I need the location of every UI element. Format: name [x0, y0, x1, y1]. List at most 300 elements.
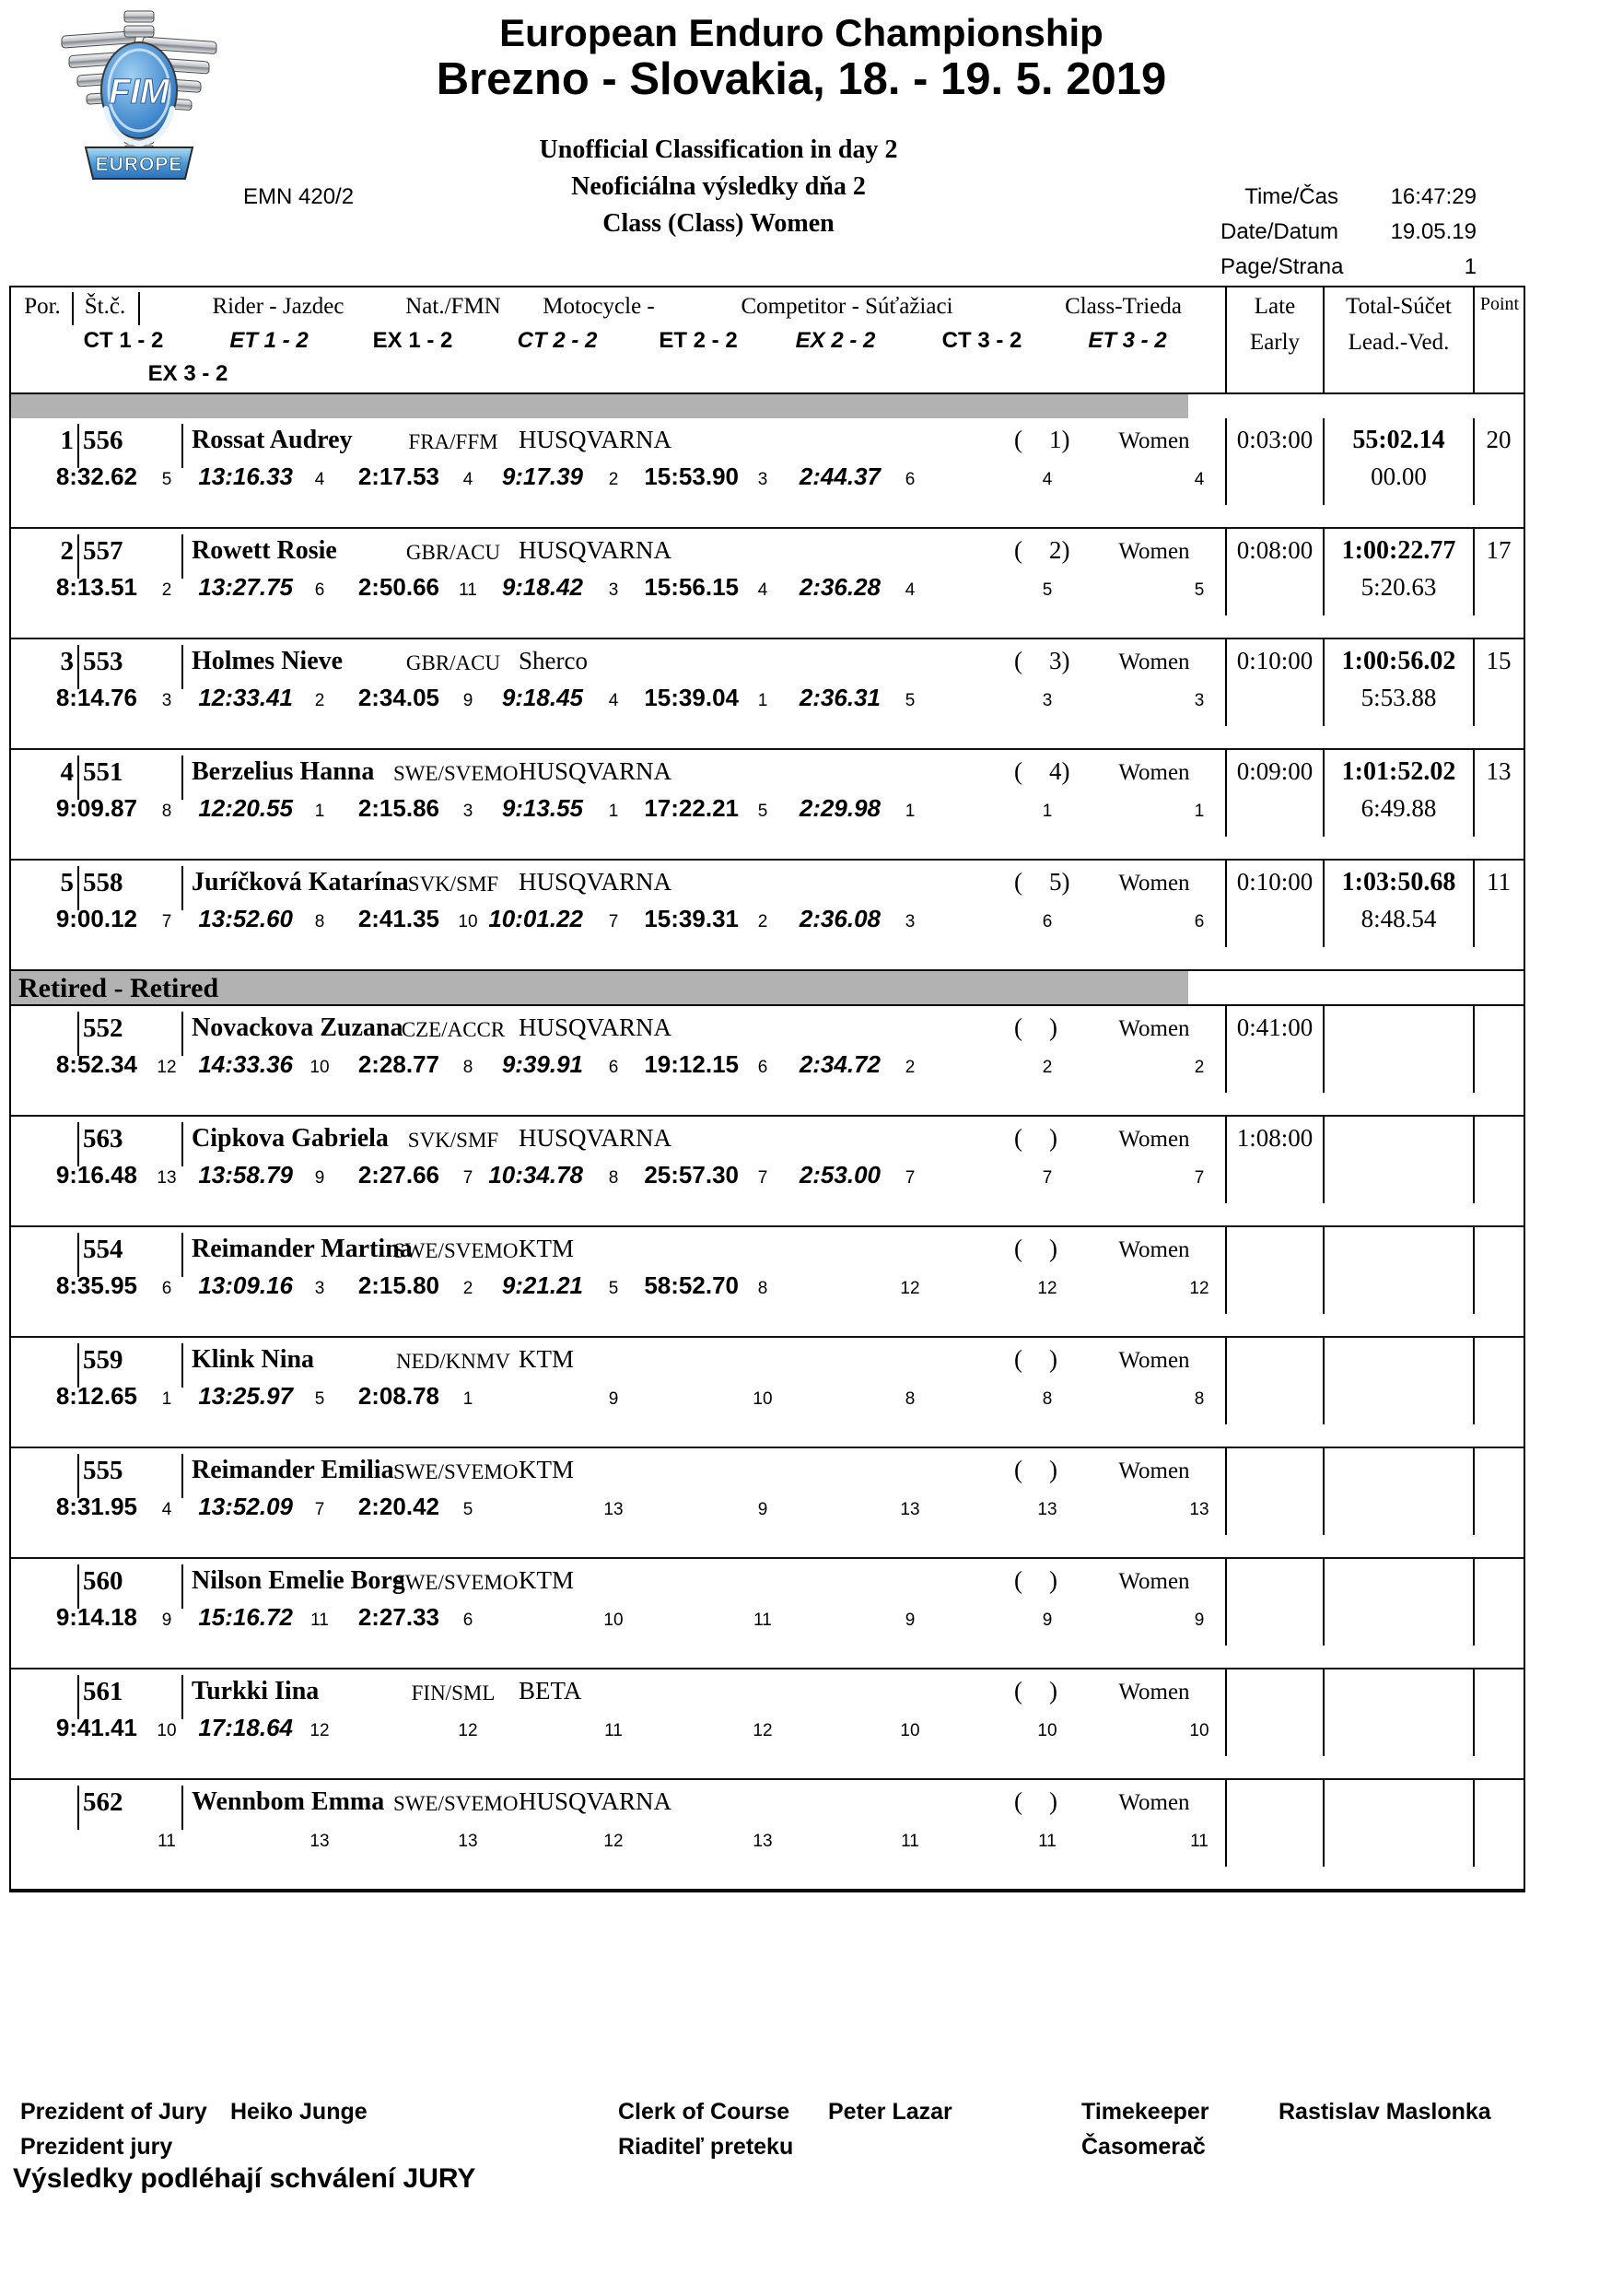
competitor-paren-open: (	[1014, 1013, 1022, 1041]
competitor-rank: )	[1049, 1345, 1057, 1373]
start-number: 561	[83, 1677, 123, 1706]
cell-divider	[77, 1675, 79, 1719]
test-time-ct2: 10:01.22	[488, 905, 583, 932]
retired-row	[11, 1006, 1524, 1117]
event-location-date: Brezno - Slovakia, 18. - 19. 5. 2019	[436, 54, 1167, 104]
col-test-ct3: CT 3 - 2	[941, 328, 1022, 353]
test-rank-ex1: 11	[459, 580, 477, 600]
competitor-paren-open: (	[1014, 1677, 1022, 1704]
class-name: Women	[1118, 1127, 1190, 1152]
result-row	[11, 861, 1524, 971]
test-rank-et2: 6	[757, 1058, 768, 1077]
test-time-ct1: 9:41.41	[55, 1714, 137, 1741]
column-divider	[1323, 1006, 1325, 1093]
test-time-ct1: 8:35.95	[55, 1271, 137, 1299]
rider-name: Klink Nina	[192, 1345, 315, 1374]
test-time-et1: 13:52.60	[198, 905, 293, 932]
test-rank-et2: 8	[757, 1279, 768, 1298]
results-table	[9, 286, 1525, 1892]
start-number: 559	[83, 1345, 123, 1375]
col-nation: Nat./FMN	[405, 294, 501, 319]
test-rank-ct1: 3	[161, 691, 172, 710]
cell-divider	[77, 424, 79, 468]
points-value: 13	[1486, 757, 1512, 785]
test-rank-et1: 3	[314, 1279, 325, 1298]
test-rank-et1: 6	[314, 580, 325, 600]
test-rank-ex2: 3	[905, 912, 916, 931]
role-timekeeper-sk: Časomerač	[1081, 2134, 1206, 2160]
nation-federation: SWE/SVEMO	[393, 762, 519, 785]
test-rank-ct2: 3	[608, 580, 619, 600]
competitor-rank: )	[1049, 1677, 1057, 1704]
col-test-ex3: EX 3 - 2	[147, 361, 228, 386]
total-time: 55:02.14	[1352, 426, 1445, 454]
test-rank-ct2: 12	[603, 1832, 624, 1851]
motorcycle-brand: KTM	[519, 1566, 574, 1594]
col-test-et1: ET 1 - 2	[229, 328, 309, 353]
start-number: 562	[83, 1787, 123, 1817]
column-divider	[1225, 1227, 1227, 1314]
column-divider	[1323, 1559, 1325, 1646]
test-rank-ct3: 6	[1042, 912, 1053, 931]
class-name: Women	[1118, 1348, 1190, 1373]
nation-federation: SWE/SVEMO	[393, 1792, 519, 1815]
test-rank-ct2: 5	[608, 1279, 619, 1298]
cell-divider	[77, 534, 79, 579]
start-number: 553	[83, 647, 123, 676]
test-time-ct2: 9:17.39	[501, 463, 583, 490]
total-time: 1:00:56.02	[1341, 647, 1456, 675]
cell-divider	[77, 1122, 79, 1166]
role-timekeeper-en: Timekeeper	[1081, 2099, 1209, 2125]
column-divider	[1225, 287, 1227, 392]
column-divider	[1473, 1227, 1475, 1314]
test-time-ct2: 9:18.42	[501, 573, 583, 601]
cell-divider	[77, 756, 79, 800]
test-time-et1: 12:20.55	[198, 794, 293, 822]
classification-class: Class (Class) Women	[602, 209, 835, 238]
header-divider	[138, 292, 140, 325]
cell-divider	[181, 424, 183, 468]
nation-federation: SVK/SMF	[407, 873, 499, 896]
column-divider	[1473, 1559, 1475, 1646]
test-rank-ct1: 6	[161, 1279, 172, 1298]
column-divider	[1473, 1338, 1475, 1424]
test-rank-et3: 10	[1189, 1721, 1209, 1740]
col-test-ex2: EX 2 - 2	[795, 328, 876, 353]
test-rank-ct1: 5	[161, 470, 172, 489]
motorcycle-brand: HUSQVARNA	[519, 868, 672, 896]
competitor-rank: 5)	[1049, 868, 1070, 896]
competitor-rank: )	[1049, 1787, 1057, 1815]
column-divider	[1225, 1338, 1227, 1424]
test-rank-ex1: 7	[462, 1168, 473, 1188]
col-test-ct1: CT 1 - 2	[83, 328, 164, 353]
late-early-value: 0:10:00	[1236, 647, 1314, 674]
column-divider	[1473, 1006, 1475, 1093]
test-time-ex1: 2:27.66	[357, 1161, 439, 1189]
president-name: Heiko Junge	[230, 2099, 368, 2125]
test-rank-et1: 2	[314, 691, 325, 710]
test-rank-ct2: 7	[608, 912, 619, 931]
test-rank-ct1: 9	[161, 1611, 172, 1630]
result-row	[11, 750, 1524, 861]
nation-federation: NED/KNMV	[396, 1350, 510, 1373]
column-divider	[1323, 1227, 1325, 1314]
test-rank-et2: 7	[757, 1168, 768, 1188]
meta-page-label: Page/Strana	[1220, 254, 1344, 279]
column-divider	[1473, 1669, 1475, 1756]
test-rank-ct3: 7	[1042, 1168, 1053, 1188]
test-rank-et2: 11	[753, 1611, 772, 1630]
nation-federation: SVK/SMF	[407, 1129, 499, 1152]
cell-divider	[77, 1012, 79, 1056]
test-time-ct1: 9:16.48	[55, 1161, 137, 1189]
motorcycle-brand: HUSQVARNA	[519, 1124, 672, 1152]
competitor-paren-open: (	[1014, 1345, 1022, 1373]
nation-federation: GBR/ACU	[405, 651, 501, 674]
test-rank-et3: 5	[1194, 580, 1205, 600]
lead-gap: 5:53.88	[1360, 684, 1437, 711]
col-class: Class-Trieda	[1065, 294, 1182, 319]
col-motorcycle: Motocycle -	[543, 294, 655, 319]
test-rank-et1: 7	[314, 1500, 325, 1519]
col-test-et3: ET 3 - 2	[1088, 328, 1167, 353]
competitor-paren-open: (	[1014, 1787, 1022, 1815]
competitor-paren-open: (	[1014, 1566, 1022, 1594]
classification-line-en: Unofficial Classification in day 2	[539, 135, 898, 164]
clerk-name: Peter Lazar	[828, 2099, 952, 2125]
competitor-paren-open: (	[1014, 1456, 1022, 1483]
test-rank-ct2: 10	[603, 1611, 624, 1630]
cell-divider	[181, 866, 183, 910]
test-rank-ex1: 10	[458, 912, 478, 931]
points-value: 15	[1486, 647, 1512, 674]
test-time-et2: 25:57.30	[644, 1161, 739, 1189]
test-time-et2: 15:39.04	[644, 684, 739, 711]
motorcycle-brand: BETA	[519, 1677, 582, 1704]
test-rank-ex1: 12	[458, 1721, 478, 1740]
start-number: 552	[83, 1013, 123, 1043]
class-name: Women	[1118, 1569, 1190, 1594]
cell-divider	[77, 1564, 79, 1609]
test-rank-et3: 6	[1194, 912, 1205, 931]
test-rank-ct3: 12	[1037, 1279, 1057, 1298]
late-early-value: 0:41:00	[1236, 1013, 1314, 1041]
test-rank-et3: 1	[1194, 802, 1205, 821]
class-name: Women	[1118, 871, 1190, 896]
test-time-et2: 58:52.70	[644, 1271, 739, 1299]
test-rank-et1: 11	[310, 1611, 329, 1630]
nation-federation: SWE/SVEMO	[393, 1460, 519, 1483]
test-rank-ct2: 9	[608, 1389, 619, 1409]
column-divider	[1225, 1780, 1227, 1867]
cell-divider	[181, 645, 183, 689]
competitor-rank: )	[1049, 1013, 1057, 1041]
test-time-ex1: 2:17.53	[357, 463, 439, 490]
column-divider	[1473, 287, 1475, 392]
separator-fill	[11, 394, 1188, 418]
competitor-rank: )	[1049, 1235, 1057, 1262]
test-rank-et2: 1	[757, 691, 768, 710]
col-competitor: Competitor - Súťažiaci	[741, 294, 953, 319]
cell-divider	[77, 1454, 79, 1498]
start-number: 551	[83, 757, 123, 787]
competitor-rank: 3)	[1049, 647, 1070, 674]
column-divider	[1323, 287, 1325, 392]
test-time-et1: 13:52.09	[198, 1493, 293, 1520]
meta-date-label: Date/Datum	[1220, 219, 1339, 244]
test-rank-et2: 4	[757, 580, 768, 600]
motorcycle-brand: HUSQVARNA	[519, 1013, 672, 1041]
test-rank-ct3: 11	[1038, 1832, 1057, 1851]
competitor-paren-open: (	[1014, 1124, 1022, 1152]
section-separator	[11, 394, 1524, 418]
start-number: 560	[83, 1566, 123, 1596]
test-time-ct1: 8:31.95	[55, 1493, 137, 1520]
test-rank-et2: 13	[753, 1832, 773, 1851]
start-number: 563	[83, 1124, 123, 1154]
competitor-rank: )	[1049, 1456, 1057, 1483]
col-point: Point	[1479, 294, 1520, 314]
test-rank-ex1: 13	[458, 1832, 478, 1851]
retired-row	[11, 1117, 1524, 1227]
test-time-ex1: 2:15.80	[357, 1271, 439, 1299]
test-rank-ct1: 2	[161, 580, 172, 600]
test-time-ex1: 2:15.86	[357, 794, 439, 822]
start-number: 558	[83, 868, 123, 897]
test-time-ex2: 2:44.37	[799, 463, 881, 490]
role-president-en: Prezident of Jury	[20, 2099, 207, 2125]
test-rank-et1: 12	[309, 1721, 330, 1740]
column-divider	[1323, 1780, 1325, 1867]
class-name: Women	[1118, 1790, 1190, 1815]
classification-line-sk: Neoficiálna výsledky dňa 2	[571, 172, 866, 201]
test-rank-et2: 9	[757, 1500, 768, 1519]
col-test-et2: ET 2 - 2	[659, 328, 738, 353]
test-rank-et3: 11	[1190, 1832, 1208, 1851]
test-time-et1: 13:58.79	[198, 1161, 293, 1189]
result-row	[11, 418, 1524, 529]
test-rank-ex1: 9	[462, 691, 473, 710]
rider-name: Nilson Emelie Borg	[192, 1566, 405, 1595]
test-time-et1: 13:27.75	[198, 573, 293, 601]
test-rank-ct2: 4	[608, 691, 619, 710]
lead-gap: 5:20.63	[1360, 573, 1437, 601]
class-name: Women	[1118, 1458, 1190, 1483]
test-rank-ct3: 3	[1042, 691, 1053, 710]
test-time-ct1: 8:32.62	[55, 463, 137, 490]
late-early-value: 0:10:00	[1236, 868, 1314, 896]
late-early-value: 0:09:00	[1236, 757, 1314, 785]
col-rider: Rider - Jazdec	[212, 294, 344, 319]
motorcycle-brand: KTM	[519, 1345, 574, 1373]
test-time-ct2: 9:39.91	[501, 1050, 583, 1078]
test-time-ex2: 2:36.28	[799, 573, 881, 601]
test-rank-et3: 4	[1194, 470, 1205, 489]
meta-page-value: 1	[1464, 254, 1477, 279]
logo-europe-text: EUROPE	[95, 154, 183, 175]
rider-name: Rowett Rosie	[192, 536, 337, 565]
test-rank-ct1: 4	[161, 1500, 172, 1519]
column-divider	[1323, 1338, 1325, 1424]
class-name: Women	[1118, 539, 1190, 564]
result-row	[11, 639, 1524, 750]
table-header	[11, 287, 1524, 394]
test-time-ct2: 9:21.21	[501, 1271, 583, 1299]
header-divider	[72, 292, 74, 325]
col-position: Por.	[24, 294, 61, 319]
test-rank-et1: 13	[309, 1832, 330, 1851]
rider-name: Reimander Martina	[192, 1235, 413, 1263]
column-divider	[1225, 1448, 1227, 1535]
test-rank-et1: 9	[314, 1168, 325, 1188]
test-rank-et3: 13	[1189, 1500, 1209, 1519]
test-rank-ct3: 10	[1037, 1721, 1057, 1740]
retired-row	[11, 1338, 1524, 1448]
late-early-value: 1:08:00	[1236, 1124, 1314, 1152]
total-time: 1:01:52.02	[1341, 757, 1456, 786]
test-rank-ct1: 12	[157, 1058, 177, 1077]
test-time-ct1: 9:09.87	[55, 794, 137, 822]
test-rank-ct2: 11	[604, 1721, 623, 1740]
class-name: Women	[1118, 650, 1190, 674]
test-rank-ex1: 4	[462, 470, 473, 489]
competitor-rank: 1)	[1049, 426, 1070, 453]
test-time-et2: 19:12.15	[644, 1050, 739, 1078]
test-rank-et2: 5	[757, 802, 768, 821]
col-test-ex1: EX 1 - 2	[372, 328, 453, 353]
points-value: 20	[1486, 426, 1512, 453]
retired-row	[11, 1227, 1524, 1338]
test-time-ex1: 2:50.66	[357, 573, 439, 601]
test-rank-ct3: 13	[1037, 1500, 1057, 1519]
test-rank-et1: 1	[314, 802, 325, 821]
position-value: 1	[60, 426, 74, 455]
lead-gap: 8:48.54	[1360, 905, 1437, 932]
meta-time-row	[1220, 184, 1477, 210]
test-time-et1: 12:33.41	[198, 684, 293, 711]
competitor-paren-open: (	[1014, 647, 1022, 674]
motorcycle-brand: Sherco	[519, 647, 588, 674]
test-time-ct1: 8:12.65	[55, 1382, 137, 1410]
class-name: Women	[1118, 428, 1190, 453]
col-test-ct2: CT 2 - 2	[517, 328, 598, 353]
competitor-paren-open: (	[1014, 757, 1022, 785]
meta-page-row	[1220, 254, 1477, 280]
test-rank-et2: 2	[757, 912, 768, 931]
test-time-ex2: 2:29.98	[799, 794, 881, 822]
competitor-paren-open: (	[1014, 868, 1022, 896]
lead-gap: 00.00	[1371, 463, 1427, 490]
rider-name: Novackova Zuzana	[192, 1013, 403, 1042]
test-rank-ex1: 8	[462, 1058, 473, 1077]
column-divider	[1323, 1448, 1325, 1535]
test-rank-ex1: 2	[462, 1279, 473, 1298]
cell-divider	[181, 756, 183, 800]
column-divider	[1473, 1448, 1475, 1535]
test-time-ex1: 2:34.05	[357, 684, 439, 711]
nation-federation: SWE/SVEMO	[393, 1239, 519, 1262]
col-early: Early	[1249, 330, 1301, 355]
competitor-paren-open: (	[1014, 1235, 1022, 1262]
position-value: 2	[60, 536, 74, 566]
test-rank-ex2: 9	[905, 1611, 916, 1630]
test-time-ct1: 8:52.34	[55, 1050, 137, 1078]
page-title: European Enduro Championship	[499, 11, 1103, 54]
test-time-ct2: 9:18.45	[501, 684, 583, 711]
test-rank-ex2: 11	[901, 1832, 919, 1851]
cell-divider	[181, 1786, 183, 1830]
cell-divider	[77, 1233, 79, 1277]
test-rank-et3: 9	[1194, 1611, 1205, 1630]
test-rank-et1: 5	[314, 1389, 325, 1409]
print-meta	[1220, 184, 1477, 289]
meta-time-value: 16:47:29	[1390, 184, 1477, 209]
motorcycle-brand: HUSQVARNA	[519, 1787, 672, 1815]
test-rank-ex2: 12	[900, 1279, 920, 1298]
result-row	[11, 529, 1524, 639]
test-time-et1: 13:09.16	[198, 1271, 293, 1299]
competitor-rank: )	[1049, 1566, 1057, 1594]
test-time-ct2: 9:13.55	[501, 794, 583, 822]
test-rank-ex2: 7	[905, 1168, 916, 1188]
test-rank-ct1: 10	[157, 1721, 177, 1740]
class-name: Women	[1118, 760, 1190, 785]
test-rank-ct3: 8	[1042, 1389, 1053, 1409]
test-time-ex2: 2:34.72	[799, 1050, 881, 1078]
cell-divider	[181, 1122, 183, 1166]
test-rank-ct3: 1	[1042, 802, 1053, 821]
role-president-sk: Prezident jury	[20, 2134, 173, 2160]
test-time-et2: 15:56.15	[644, 573, 739, 601]
column-divider	[1473, 1117, 1475, 1203]
test-rank-ct2: 1	[608, 802, 619, 821]
test-rank-ex2: 4	[905, 580, 916, 600]
test-time-ct1: 9:00.12	[55, 905, 137, 932]
col-lead: Lead.-Ved.	[1348, 330, 1450, 355]
test-rank-ex2: 6	[905, 470, 916, 489]
cell-divider	[77, 1786, 79, 1830]
rider-name: Cipkova Gabriela	[192, 1124, 389, 1153]
test-rank-ct3: 4	[1042, 470, 1053, 489]
start-number: 557	[83, 536, 123, 566]
test-rank-ex1: 5	[462, 1500, 473, 1519]
position-value: 3	[60, 647, 74, 676]
competitor-rank: 2)	[1049, 536, 1070, 564]
competitor-rank: 4)	[1049, 757, 1070, 785]
test-time-ct2: 10:34.78	[488, 1161, 583, 1189]
class-name: Women	[1118, 1016, 1190, 1041]
test-rank-ex2: 13	[900, 1500, 920, 1519]
start-number: 555	[83, 1456, 123, 1485]
test-time-ex1: 2:08.78	[357, 1382, 439, 1410]
nation-federation: SWE/SVEMO	[393, 1571, 519, 1594]
test-time-ex1: 2:27.33	[357, 1603, 439, 1631]
lead-gap: 6:49.88	[1360, 794, 1437, 822]
test-rank-ex1: 6	[462, 1611, 473, 1630]
cell-divider	[181, 1233, 183, 1277]
column-divider	[1225, 1559, 1227, 1646]
position-value: 5	[60, 868, 74, 897]
test-rank-ct1: 8	[161, 802, 172, 821]
test-time-ct1: 8:14.76	[55, 684, 137, 711]
document-code: EMN 420/2	[243, 184, 355, 209]
competitor-paren-open: (	[1014, 536, 1022, 564]
column-divider	[1473, 1780, 1475, 1867]
test-rank-ct2: 6	[608, 1058, 619, 1077]
total-time: 1:03:50.68	[1341, 868, 1456, 896]
